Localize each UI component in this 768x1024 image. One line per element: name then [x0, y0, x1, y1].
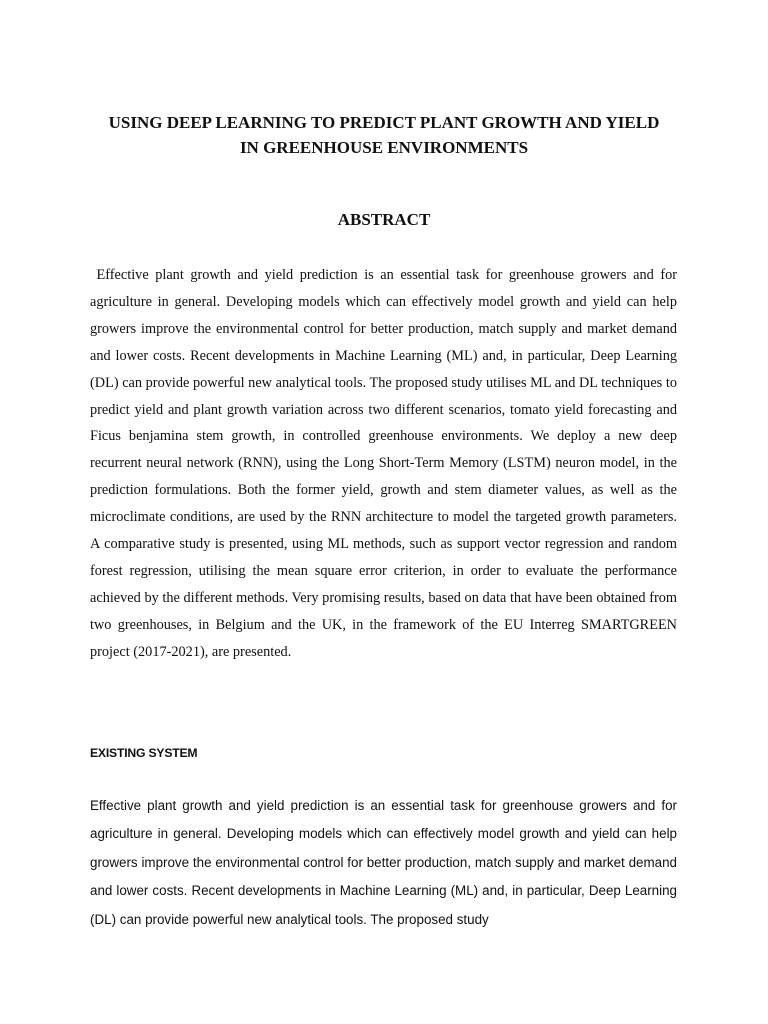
- document-title-line-1: USING DEEP LEARNING TO PREDICT PLANT GROWTH AND YIELD: [108, 113, 660, 132]
- abstract-heading: ABSTRACT: [337, 210, 431, 229]
- existing-system-heading: EXISTING SYSTEM: [90, 746, 198, 760]
- existing-system-paragraph: Effective plant growth and yield prediction is an essential task for greenhouse growers and for agriculture in general. Developing models which can effectively model growth and yield can help growers improve the environmental control for better production, match supply and market demand and lower costs. Recent developments in Machine Learning (ML) and, in particular, Deep Learning (DL) can provide powerful new analytical tools. The proposed study: [90, 798, 677, 927]
- abstract-text: Effective plant growth and yield prediction is an essential task for greenhouse growers and for agriculture in general. Developing models which can effectively model growth and yield can help growers improve the environmental control for better production, match supply and market demand and lower costs. Recent developments in Machine Learning (ML) and, in particular, Deep Learning (DL) can provide powerful new analytical tools. The proposed study utilises ML and DL techniques to predict yield and plant growth variation across two different scenarios, tomato yield forecasting and Ficus benjamina stem growth, in controlled greenhouse environments. We deploy a new deep recurrent neural network (RNN), using the Long Short-Term Memory (LSTM) neuron model, in the prediction formulations. Both the former yield, growth and stem diameter values, as well as the microclimate conditions, are used by the RNN architecture to model the targeted growth parameters. A comparative study is presented, using ML methods, such as support vector regression and random forest regression, utilising the mean square error criterion, in order to evaluate the performance achieved by the different methods. Very promising results, based on data that have been obtained from two greenhouses, in Belgium and the UK, in the framework of the EU Interreg SMARTGREEN project (2017-2021), are presented.: [90, 267, 677, 660]
- abstract-paragraph: [90, 262, 677, 666]
- document-title-line-2: IN GREENHOUSE ENVIRONMENTS: [239, 138, 529, 157]
- document-title: [60, 110, 708, 160]
